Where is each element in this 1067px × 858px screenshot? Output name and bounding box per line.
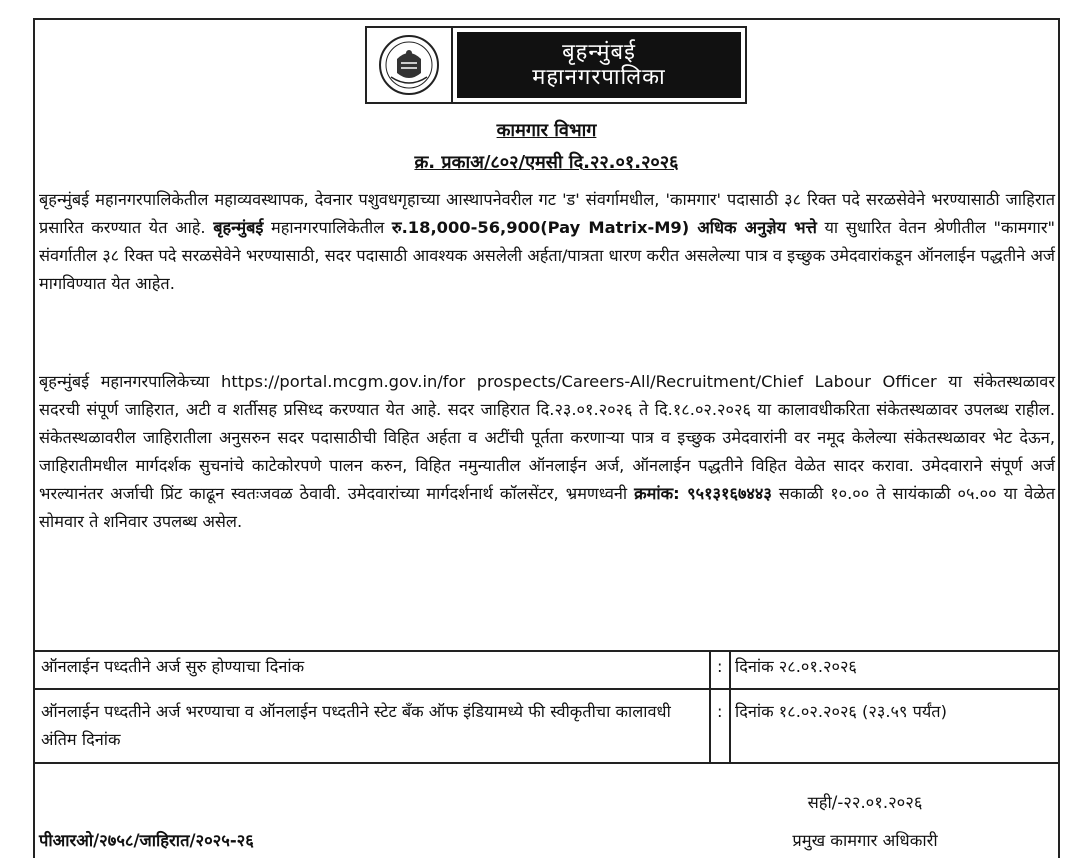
department-heading: कामगार विभाग (496, 120, 597, 141)
table-divider-left (709, 652, 711, 762)
paragraph-instructions (39, 368, 1055, 536)
schedule-label: ऑनलाईन पध्दतीने अर्ज सुरु होण्याचा दिनांक (41, 657, 305, 676)
schedule-value: दिनांक १८.०२.२०२६ (२३.५९ पर्यंत) (735, 702, 947, 721)
table-row-rule (35, 688, 1058, 690)
p2-helpline-number: क्रमांक: ९५१३१६७४४३ (634, 484, 772, 503)
p1-pay-scale: रु.18,000-56,900(Pay Matrix-M9) अधिक अनुज्ञेय भत्ते (391, 218, 817, 237)
reference-number: क्र. प्रकाअ/८०२/एमसी दि.२२.०१.२०२६ (414, 152, 679, 173)
schedule-colon: : (717, 657, 723, 676)
p1-text-1: बृहन्मुंबई महानगरपालिकेतील महाव्यवस्थापक, देवनार पशुवधगृहाच्या आस्थापनेवरील गट 'ड' संवर्गामधील, 'कामगार' पदासाठी ३८ रिक्त पदे सरळसेवेने भरण्यासाठी जाहिरात प्रसारित करण्यात येत आहे. (39, 190, 1055, 237)
signature: सही/-२२.०१.२०२६ (807, 793, 923, 812)
p1-text-3: या सुधारित वेतन श्रेणीतील "कामगार" संवर्गातील ३८ रिक्त पदे सरळसेवेने भरण्यासाठी, सदर पदासाठी आवश्यक असलेली अर्हता/पात्रता धारण करीत असलेल्या पात्र व इच्छुक उमेदवारांकडून ऑनलाईन पद्धतीने अर्ज मागविण्यात येत आहेत. (39, 218, 1055, 293)
name-line-2: महानगरपालिका (532, 65, 666, 90)
p2-text-2: सकाळी १०.०० ते सायंकाळी ०५.०० या वेळेत सोमवार ते शनिवार उपलब्ध असेल. (39, 484, 1055, 531)
table-divider-right (729, 652, 731, 762)
bmc-seal-icon (367, 28, 453, 102)
p1-bold-1: बृहन्मुंबई (213, 218, 264, 237)
name-line-1: बृहन्मुंबई (562, 39, 636, 65)
table-top-rule (35, 650, 1058, 652)
schedule-label: ऑनलाईन पध्दतीने अर्ज भरण्याचा व ऑनलाईन पध्दतीने स्टेट बँक ऑफ इंडियामध्ये फी स्वीकृतीचा कालावधी अंतिम दिनांक (41, 702, 671, 749)
paragraph-vacancy (39, 186, 1055, 298)
pro-number: पीआरओ/२७५८/जाहिरात/२०२५-२६ (39, 831, 254, 850)
signatory-designation: प्रमुख कामगार अधिकारी (792, 831, 938, 850)
municipal-name-plate (457, 32, 741, 98)
notice-sheet (33, 18, 1060, 858)
schedule-colon: : (717, 702, 723, 721)
table-bottom-rule (35, 762, 1058, 764)
schedule-value: दिनांक २८.०१.२०२६ (735, 657, 857, 676)
header-logo-block (365, 26, 747, 104)
p1-text-2: महानगरपालिकेतील (271, 218, 385, 237)
p2-text-1: बृहन्मुंबई महानगरपालिकेच्या https://portal.mcgm.gov.in/for prospects/Careers-All/Recruitment/Chief Labour Officer या संकेतस्थळावर सदरची संपूर्ण जाहिरात, अटी व शर्तीसह प्रसिध्द करण्यात येत आहे. सदर जाहिरात दि.२३.०१.२०२६ ते दि.१८.०२.२०२६ या कालावधीकरिता संकेतस्थळावर उपलब्ध राहील. संकेतस्थळावरील जाहिरातीला अनुसरुन सदर पदासाठीची विहित अर्हता व अटींची पूर्तता करणाऱ्या पात्र व इच्छुक उमेदवारांनी वर नमूद केलेल्या संकेतस्थळावर भेट देऊन, जाहिरातीमधील मार्गदर्शक सुचनांचे काटेकोरपणे पालन करुन, विहित नमुन्यातील ऑनलाईन अर्ज, ऑनलाईन पद्धतीने विहित वेळेत सादर करावा. उमेदवाराने संपूर्ण अर्ज भरल्यानंतर अर्जाची प्रिंट काढून स्वतःजवळ ठेवावी. उमेदवारांच्या मार्गदर्शनार्थ कॉलसेंटर, भ्रमणध्वनी (39, 372, 1055, 503)
